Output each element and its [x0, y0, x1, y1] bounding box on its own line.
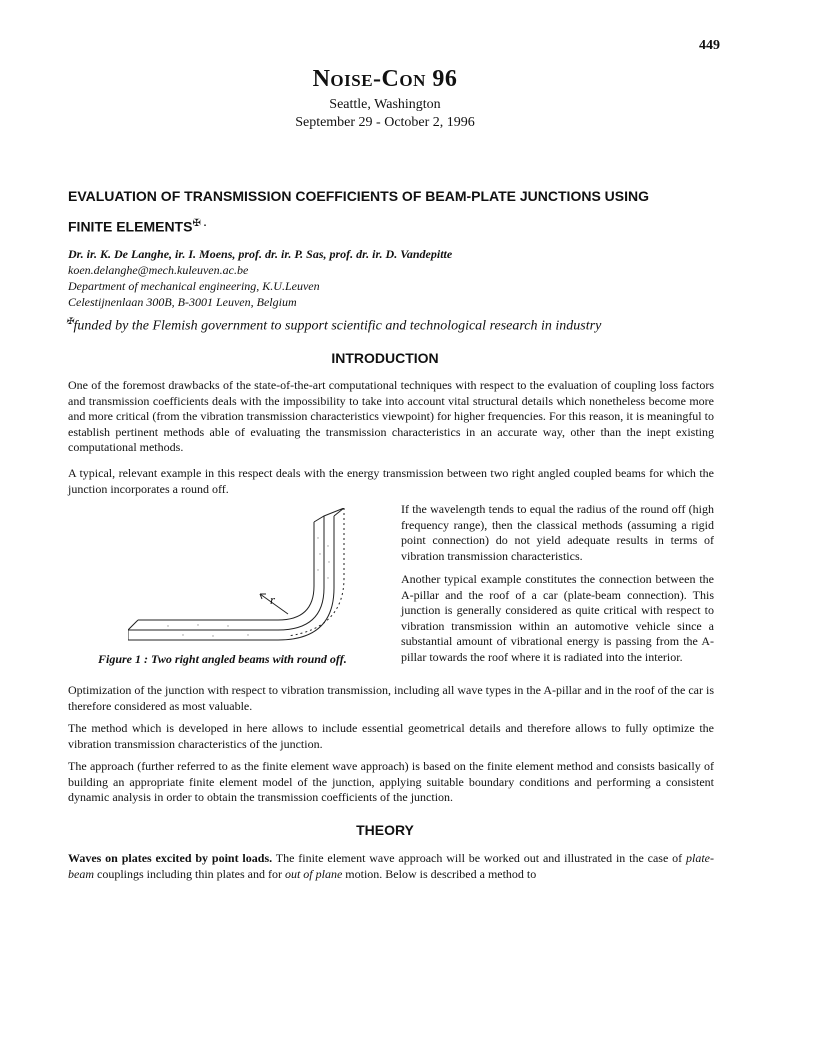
conference-location: Seattle, Washington: [329, 97, 441, 112]
theory-paragraph-1: [68, 851, 714, 882]
conference-name: Noise-Con 96: [312, 66, 458, 92]
paper-title-line1: EVALUATION OF TRANSMISSION COEFFICIENTS OF BEAM-PLATE JUNCTIONS USING: [68, 188, 650, 204]
title-funding-mark: ✠ .: [192, 218, 207, 229]
author-address: Celestijnenlaan 300B, B-3001 Leuven, Belgium: [68, 295, 297, 309]
column-paragraph-2: Another typical example constitutes the connection between the A-pillar and the roof of a car (plate-beam connection). This junction is generally considered as quite critical with respect to vibration transmission within an automotive vehicle since a substantial amount of vibrational energy is passing from the A-pillar towards the roof where it is radiated into the interior.: [401, 572, 714, 664]
theory-heading: THEORY: [356, 822, 414, 838]
intro-paragraph-3: Optimization of the junction with respect to vibration transmission, including all wave types in the A-pillar and in the roof of the car is therefore considered as most valuable.: [68, 683, 714, 713]
paper-title-line2-text: FINITE ELEMENTS: [68, 218, 193, 235]
page-number: 449: [699, 38, 720, 53]
conference-dates: September 29 - October 2, 1996: [295, 115, 475, 130]
intro-paragraph-4: The method which is developed in here allows to include essential geometrical details and therefore allows to fully optimize the vibration transmission characteristics of the junction.: [68, 721, 714, 751]
theory-lead: Waves on plates excited by point loads.: [68, 851, 273, 865]
funding-note: [66, 316, 726, 335]
author-email: koen.delanghe@mech.kuleuven.ac.be: [68, 263, 249, 277]
author-block: [68, 246, 718, 310]
figure-caption: Figure 1 : Two right angled beams with round off.: [98, 652, 347, 666]
figure-beams-diagram: [128, 508, 370, 648]
theory-text-c: motion. Below is described a method to: [342, 866, 537, 881]
intro-paragraph-1: One of the foremost drawbacks of the state-of-the-art computational techniques with respect to the evaluation of coupling loss factors and transmission coefficients deals with the impossibility to take into account vital structural details which nonetheless become more and more critical (from the vibration transmission characteristics viewpoint) for higher frequencies. For this reason, it is meaningful to establish pertinent methods able of evaluating the transmission characteristics in an accurate way, other than the inept existing computational methods.: [68, 378, 714, 454]
funding-text: funded by the Flemish government to support scientific and technological research in industry: [73, 318, 602, 334]
intro-paragraph-5: The approach (further referred to as the finite element wave approach) is based on the finite element method and consists basically of building an appropriate finite element model of the junction, applying suitable boundary conditions and performing a consistent dynamic analysis in order to obtain the transmission coefficients of the junction.: [68, 759, 714, 804]
funding-mark: ✠: [66, 316, 74, 326]
paper-title-line2: [68, 210, 728, 241]
paper-title: [68, 182, 728, 241]
theory-term-out-of-plane: out of plane: [284, 866, 343, 881]
column-paragraph-1: If the wavelength tends to equal the radius of the round off (high frequency range), then the classical methods (assuming a rigid point connection) do not yield adequate results in terms of vibration transmission characteristics.: [401, 502, 714, 563]
theory-text-a: The finite element wave approach will be worked out and illustrated in the case of: [272, 851, 686, 865]
theory-term-plate-beam: plate-beam: [68, 851, 714, 881]
introduction-heading: INTRODUCTION: [331, 350, 439, 366]
author-names: Dr. ir. K. De Langhe, ir. I. Moens, prof. dr. ir. P. Sas, prof. dr. ir. D. Vandepitte: [68, 247, 453, 261]
theory-text-b: couplings including thin plates and for: [94, 866, 285, 881]
intro-paragraph-2: A typical, relevant example in this respect deals with the energy transmission between two right angled coupled beams for which the junction incorporates a round off.: [68, 466, 714, 496]
radius-label: r: [270, 592, 276, 607]
author-department: Department of mechanical engineering, K.U.Leuven: [68, 279, 320, 293]
